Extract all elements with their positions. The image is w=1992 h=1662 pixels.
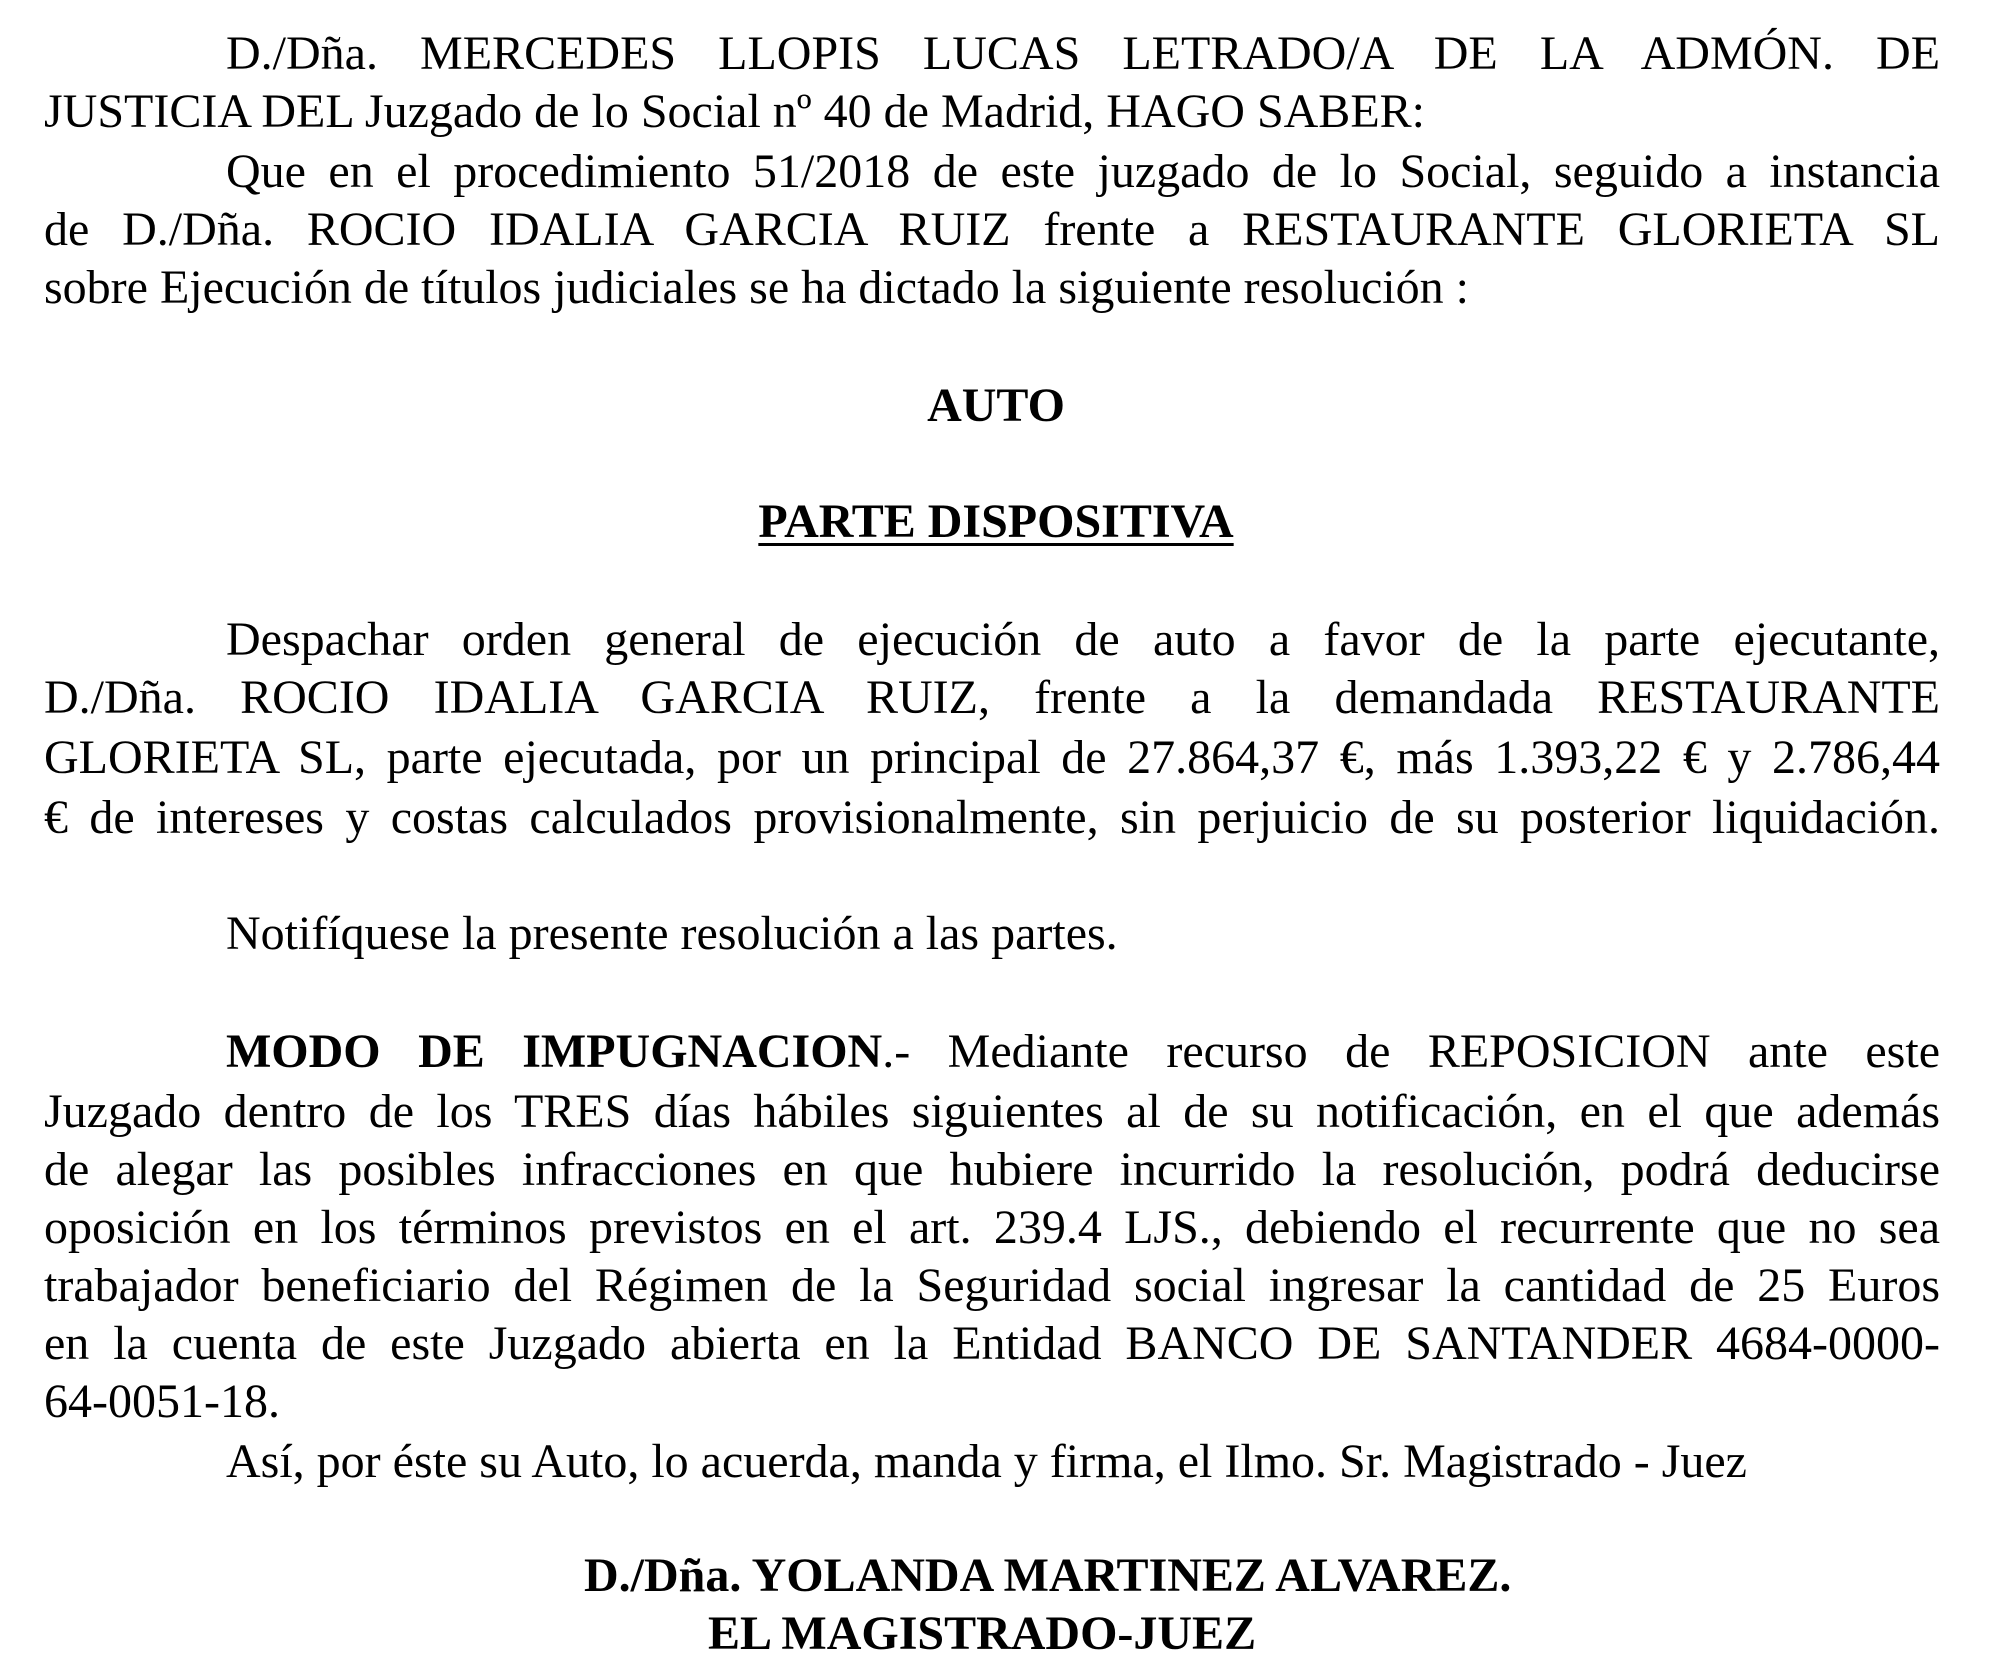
section-title [0, 494, 1992, 550]
document-title: AUTO [927, 379, 1065, 432]
dispositiva-line-2: D./Dña. ROCIO IDALIA GARCIA RUIZ, frente a la demandada RESTAURANTE [44, 671, 1940, 724]
header-line-2: JUSTICIA DEL Juzgado de lo Social nº 40 de Madrid, HAGO SABER: [44, 85, 1425, 138]
impugnacion-line-2: Juzgado dentro de los TRES días hábiles siguientes al de su notificación, en el que además [44, 1085, 1940, 1138]
intro-line-3: sobre Ejecución de títulos judiciales se ha dictado la siguiente resolución : [44, 261, 1469, 314]
impugnacion-line-6: en la cuenta de este Juzgado abierta en la Entidad BANCO DE SANTANDER 4684-0000- [44, 1317, 1940, 1370]
section-title-text: PARTE DISPOSITIVA [758, 495, 1234, 548]
closing-line: Así, por éste su Auto, lo acuerda, manda y firma, el Ilmo. Sr. Magistrado - Juez [226, 1435, 1747, 1488]
impugnacion-heading: MODO DE IMPUGNACION [226, 1025, 883, 1078]
impugnacion-line-4: oposición en los términos previstos en el art. 239.4 LJS., debiendo el recurrente que no sea [44, 1201, 1940, 1254]
signature-role: EL MAGISTRADO-JUEZ [708, 1607, 1257, 1660]
dispositiva-line-3: GLORIETA SL, parte ejecutada, por un principal de 27.864,37 €, más 1.393,22 € y 2.786,44 [44, 731, 1940, 784]
signature-name: D./Dña. YOLANDA MARTINEZ ALVAREZ. [584, 1549, 1512, 1602]
impugnacion-line-5: trabajador beneficiario del Régimen de la Seguridad social ingresar la cantidad de 25 Euros [44, 1259, 1940, 1312]
notify-line: Notifíquese la presente resolución a las partes. [226, 907, 1118, 960]
impugnacion-line-3: de alegar las posibles infracciones en que hubiere incurrido la resolución, podrá deducirse [44, 1143, 1940, 1196]
intro-line-1: Que en el procedimiento 51/2018 de este juzgado de lo Social, seguido a instancia [226, 145, 1940, 198]
dispositiva-line-1: Despachar orden general de ejecución de auto a favor de la parte ejecutante, [226, 613, 1940, 666]
header-line-1: D./Dña. MERCEDES LLOPIS LUCAS LETRADO/A DE LA ADMÓN. DE [226, 27, 1941, 80]
intro-line-2: de D./Dña. ROCIO IDALIA GARCIA RUIZ frente a RESTAURANTE GLORIETA SL [44, 203, 1940, 256]
dispositiva-line-4: € de intereses y costas calculados provisionalmente, sin perjuicio de su posterior liquidación. [44, 791, 1940, 844]
impugnacion-line-1: MODO DE IMPUGNACION.- Mediante recurso de REPOSICION ante este [226, 1025, 1940, 1078]
impugnacion-line-7: 64-0051-18. [44, 1375, 280, 1428]
